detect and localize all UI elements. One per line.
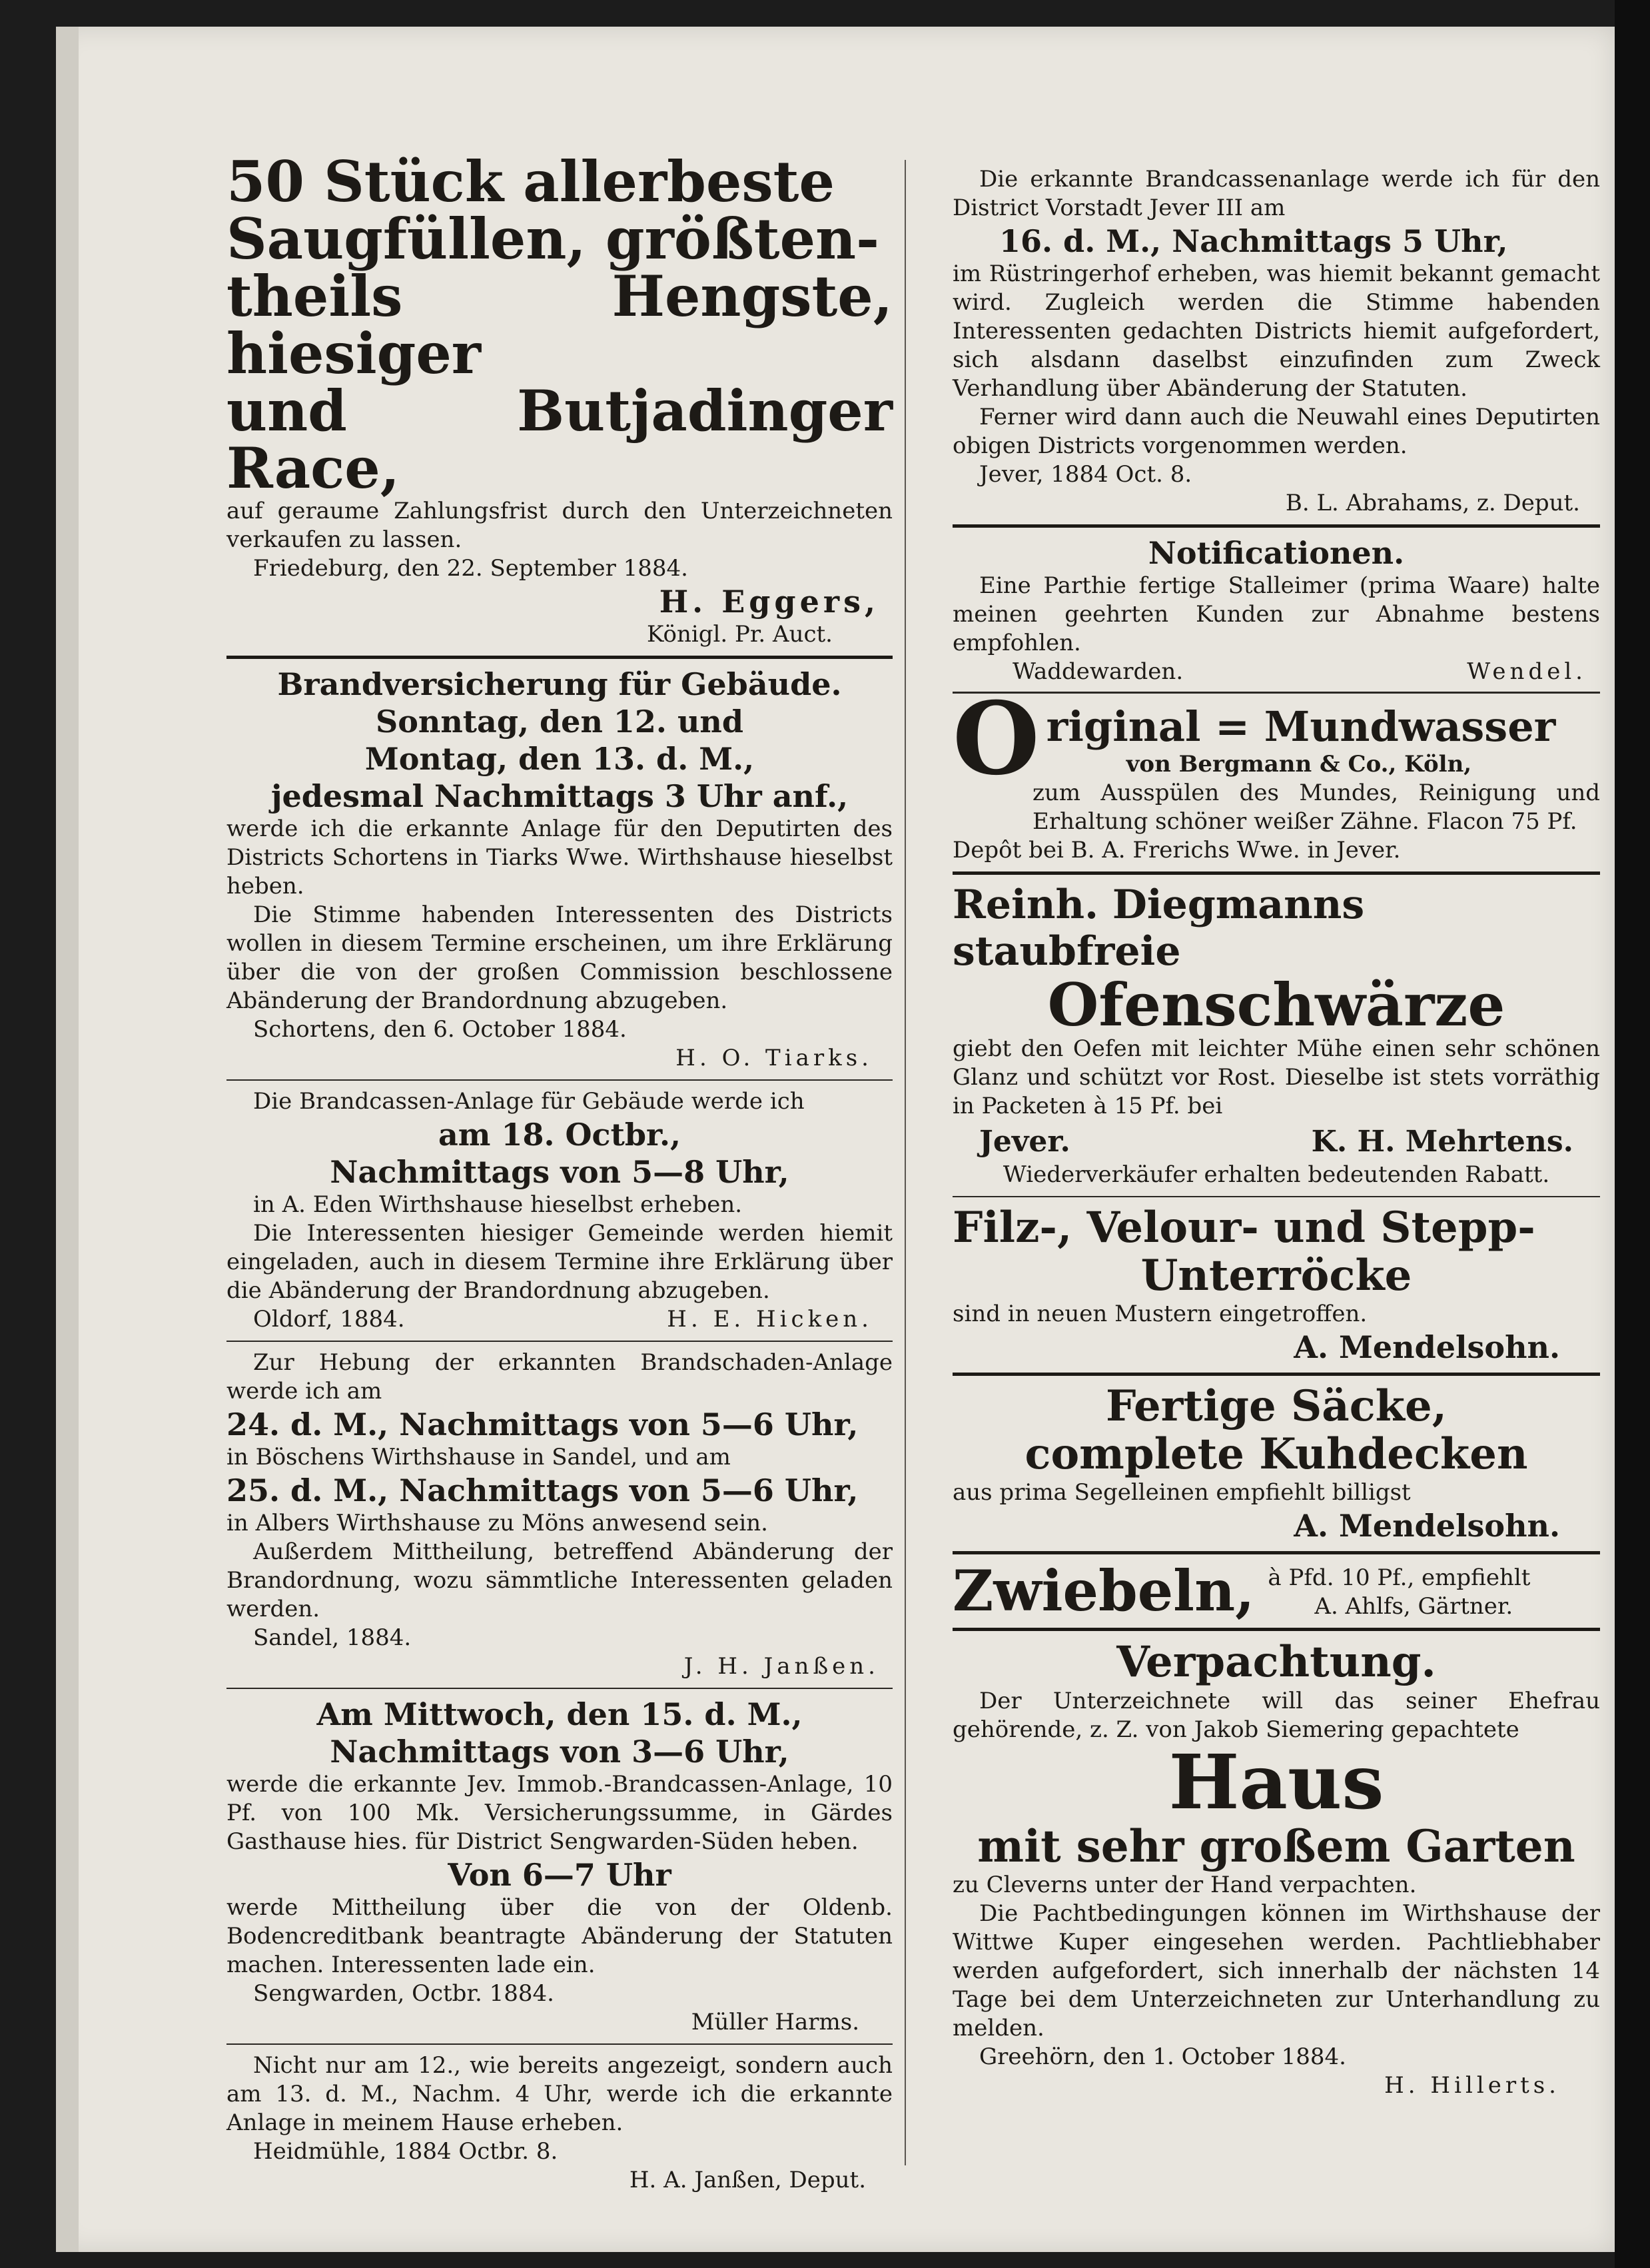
headline-line: und Butjadinger Race, [226, 378, 893, 501]
signature: H. Hillerts. [1384, 2072, 1560, 2099]
section-rule [953, 1628, 1600, 1631]
section-rule [953, 1373, 1600, 1376]
ad-body: zum Ausspülen des Mundes, Reinigung und Erhaltung schöner weißer Zähne. Flacon 75 Pf. [1032, 780, 1600, 835]
lease-ad [953, 1638, 1600, 2100]
ad-body: Der Unterzeichnete will das seiner Ehefrau gehörende, z. Z. von Jakob Siemering gepachtete [953, 1688, 1600, 1743]
ad-title: riginal = Mundwasser [1046, 702, 1556, 751]
ad-body: giebt den Oefen mit leichter Mühe einen sehr schönen Glanz und schützt vor Rost. Dieselbe ist stets vorräthig in Packeten à 15 Pf. bei [953, 1035, 1600, 1119]
ad-time: 16. d. M., Nachmittags 5 Uhr, [999, 223, 1508, 259]
ad-title: Zwiebeln, [953, 1558, 1255, 1624]
ad-body: Ferner wird dann auch die Neuwahl eines Deputirten obigen Districts vorgenommen werden. [953, 404, 1600, 459]
headline-line: theils Hengste, hiesiger [226, 263, 893, 386]
scan-border [1615, 0, 1650, 2268]
section-rule [226, 656, 893, 659]
ad-place: in Albers Wirthshause zu Möns anwesend sein. [226, 1510, 768, 1536]
ad-body: Die Pachtbedingungen können im Wirthshause der Wittwe Kuper eingesehen werden. Pachtliebhaber werden aufgefordert, sich innerhalb der nächsten 14 Tage bei dem Unterzeichneten zur Unterhandlung zu melden. [953, 1900, 1600, 2041]
headline-line: 50 Stück allerbeste [226, 149, 835, 215]
section-rule [953, 1551, 1600, 1554]
place-date: Greehörn, den 1. October 1884. [979, 2043, 1346, 2070]
signature: H. Eggers, [659, 584, 879, 620]
ad-title: Reinh. Diegmanns staubfreie [953, 881, 1365, 975]
ad-date: Montag, den 13. d. M., [364, 741, 755, 777]
place-date: Sengwarden, Octbr. 1884. [253, 1980, 554, 2007]
ad-time: Von 6—7 Uhr [448, 1857, 671, 1893]
onions-ad [953, 1558, 1600, 1624]
page-edge [56, 27, 79, 2252]
ad-title: Brandversicherung für Gebäude. [277, 666, 842, 702]
signature: B. L. Abrahams, z. Deput. [1285, 490, 1580, 516]
ad-time: Nachmittags von 5—8 Uhr, [330, 1154, 789, 1190]
left-column [226, 149, 893, 2199]
ad-note: Wiederverkäufer erhalten bedeutenden Rabatt. [1003, 1161, 1550, 1188]
section-rule [953, 1196, 1600, 1197]
ad-body: auf geraume Zahlungsfrist durch den Unterzeichneten verkaufen zu lassen. [226, 498, 893, 553]
sacks-ad [953, 1383, 1600, 1544]
ad-body: werde Mittheilung über die von der Oldenb. Bodencreditbank beantragte Abänderung der Statuten machen. Interessenten lade ein. [226, 1894, 893, 1978]
ad-subtitle: mit sehr großem Garten [977, 1820, 1575, 1872]
ad-maker: von Bergmann & Co., Köln, [1126, 751, 1472, 778]
ad-date: am 18. Octbr., [438, 1117, 681, 1153]
ad-title: Verpachtung. [1116, 1637, 1436, 1687]
jever-ad [953, 165, 1600, 518]
signature: A. Mendelsohn. [1294, 1329, 1560, 1365]
signature: Müller Harms. [691, 2009, 859, 2035]
petticoat-ad [953, 1204, 1600, 1366]
drop-cap: O [953, 680, 1040, 798]
ad-place: in Böschens Wirthshause in Sandel, und am [226, 1444, 731, 1470]
ad-body: werde die erkannte Jev. Immob.-Brandcassen-Anlage, 10 Pf. von 100 Mk. Versicherungssumme, in Gärdes Gasthause hies. für District Sengwarden-Süden heben. [226, 1771, 893, 1855]
ad-date: Am Mittwoch, den 15. d. M., [316, 1696, 803, 1732]
ad-time: 24. d. M., Nachmittags von 5—6 Uhr, [226, 1407, 859, 1442]
signature: Wendel. [1467, 658, 1587, 685]
section-rule [953, 871, 1600, 875]
ad-time: Nachmittags von 3—6 Uhr, [330, 1734, 789, 1770]
section-rule [226, 2043, 893, 2045]
ad-title: Fertige Säcke, [1106, 1381, 1447, 1431]
section-rule [953, 524, 1600, 528]
mouthwash-ad [953, 680, 1600, 865]
heidmuehle-ad [226, 2051, 893, 2195]
ad-depot: Depôt bei B. A. Frerichs Wwe. in Jever. [953, 837, 1401, 863]
ad-word: Haus [1168, 1739, 1384, 1826]
oldorf-ad [226, 1087, 893, 1334]
place-date: Sandel, 1884. [253, 1624, 412, 1651]
ad-body: sind in neuen Mustern eingetroffen. [953, 1301, 1368, 1327]
ad-body: aus prima Segelleinen empfiehlt billigst [953, 1479, 1411, 1506]
signature: A. Mendelsohn. [1294, 1508, 1560, 1544]
ad-body: werde ich die erkannte Anlage für den Deputirten des Districts Schortens in Tiarks Wwe. Wirthshause hieselbst heben. [226, 816, 893, 899]
headline-line: Saugfüllen, größten- [226, 206, 879, 272]
ad-place: Jever. [979, 1125, 1070, 1159]
ad-body: Eine Parthie fertige Stalleimer (prima Waare) halte meinen geehrten Kunden zur Abnahme bestens empfohlen. [953, 572, 1600, 656]
ad-title: complete Kuhdecken [1025, 1429, 1528, 1479]
ad-title: Unterröcke [1140, 1251, 1412, 1301]
ad-body: im Rüstringerhof erheben, was hiemit bekannt gemacht wird. Zugleich werden die Stimme habenden Interessenten gedachten Districts hiemit aufgefordert, sich alsdann daselbst einzufinden zum Zweck Verhandlung über Abänderung der Statuten. [953, 261, 1600, 402]
ad-body: zu Cleverns unter der Hand verpachten. [953, 1872, 1417, 1898]
signature: J. H. Janßen. [683, 1653, 879, 1680]
fire-insurance-ad [226, 666, 893, 1073]
stove-polish-ad [953, 881, 1600, 1189]
ad-title: Notificationen. [1148, 535, 1405, 571]
section-rule [226, 1341, 893, 1342]
signature: H. A. Janßen, Deput. [629, 2167, 866, 2193]
place-date: Oldorf, 1884. [253, 1306, 405, 1333]
ad-time: 25. d. M., Nachmittags von 5—6 Uhr, [226, 1472, 859, 1508]
place-date: Heidmühle, 1884 Octbr. 8. [253, 2138, 558, 2165]
ad-body: Die Stimme habenden Interessenten des Districts wollen in diesem Termine erscheinen, um ihre Erklärung über die von der großen Commission beschlossene Abänderung der Brandordnung abzugeben. [226, 901, 893, 1014]
ad-place: Waddewarden. [1013, 658, 1184, 685]
place-date: Schortens, den 6. October 1884. [253, 1016, 627, 1043]
ad-date: Sonntag, den 12. und [375, 704, 744, 740]
ad-body: Die Interessenten hiesiger Gemeinde werden hiemit eingeladen, auch in diesem Termine ihre Erklärung über die Abänderung der Brandordnung abzugeben. [226, 1220, 893, 1304]
signature: A. Ahlfs, Gärtner. [1314, 1593, 1513, 1620]
product-name: Ofenschwärze [1047, 970, 1505, 1039]
sengwarden-ad [226, 1696, 893, 2037]
column-divider [905, 160, 906, 2165]
ad-intro: Die erkannte Brandcassenanlage werde ich für den District Vorstadt Jever III am [953, 166, 1600, 221]
signature: H. E. Hicken. [667, 1306, 873, 1333]
sandel-ad [226, 1349, 893, 1681]
ad-seller: K. H. Mehrtens. [1311, 1125, 1573, 1159]
ad-place: in A. Eden Wirthshause hieselbst erheben. [253, 1191, 743, 1218]
section-rule [953, 692, 1600, 694]
ad-intro: Die Brandcassen-Anlage für Gebäude werde ich [253, 1088, 805, 1115]
signature-title: Königl. Pr. Auct. [647, 621, 833, 648]
ad-title: Filz-, Velour- und Stepp- [953, 1203, 1535, 1253]
section-rule [226, 1688, 893, 1689]
ad-body: Nicht nur am 12., wie bereits angezeigt, sondern auch am 13. d. M., Nachm. 4 Uhr, werde ich die erkannte Anlage in meinem Hause erheben. [226, 2052, 893, 2136]
place-date: Friedeburg, den 22. September 1884. [253, 555, 688, 582]
right-column [953, 165, 1600, 2104]
ad-time: jedesmal Nachmittags 3 Uhr anf., [270, 778, 849, 814]
ad-intro: Zur Hebung der erkannten Brandschaden-Anlage werde ich am [226, 1349, 893, 1405]
ad-price: à Pfd. 10 Pf., empfiehlt [1268, 1564, 1531, 1591]
horse-sale-ad [226, 149, 893, 649]
notifications-ad [953, 534, 1600, 686]
place-date: Jever, 1884 Oct. 8. [979, 461, 1192, 488]
section-rule [226, 1079, 893, 1081]
signature: H. O. Tiarks. [675, 1045, 873, 1071]
ad-body: Außerdem Mittheilung, betreffend Abänderung der Brandordnung, wozu sämmtliche Interessenten geladen werden. [226, 1538, 893, 1622]
